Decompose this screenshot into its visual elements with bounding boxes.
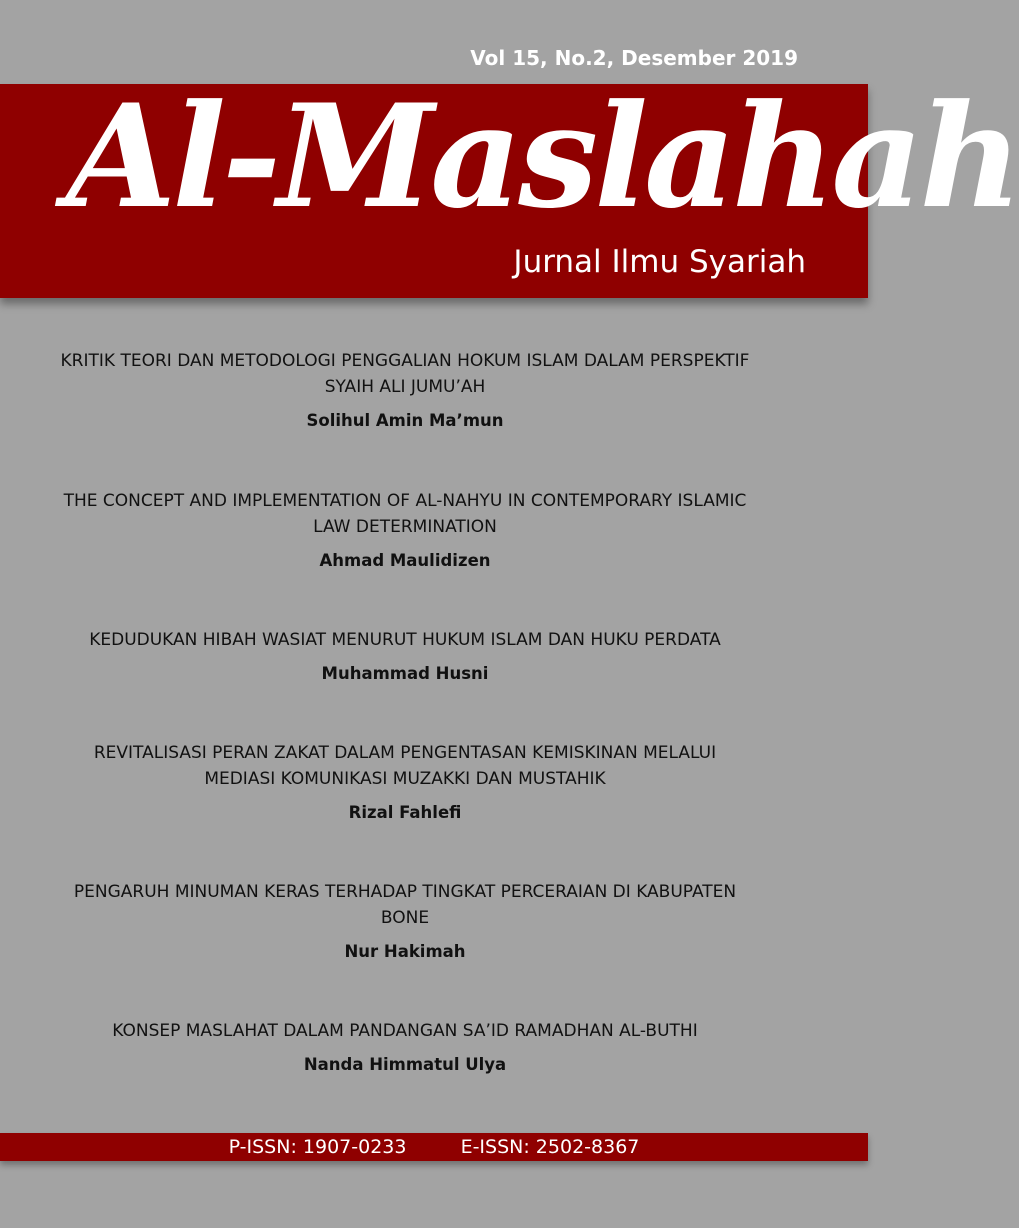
journal-logo-title: Al-Maslahah xyxy=(66,74,1019,240)
article-entry xyxy=(0,348,810,430)
article-entry xyxy=(0,879,810,961)
article-author: Rizal Fahlefi xyxy=(348,803,462,822)
volume-issue-label: Vol 15, No.2, Desember 2019 xyxy=(470,46,798,70)
article-author: Ahmad Maulidizen xyxy=(319,551,491,570)
article-author: Solihul Amin Ma’mun xyxy=(306,411,504,430)
article-title: KEDUDUKAN HIBAH WASIAT MENURUT HUKUM ISLAM DAN HUKU PERDATA xyxy=(89,630,721,650)
masthead-banner xyxy=(0,74,1019,298)
article-title: REVITALISASI PERAN ZAKAT DALAM PENGENTASAN KEMISKINAN MELALUI MEDIASI KOMUNIKASI MUZAKKI DAN MUSTAHIK xyxy=(93,743,717,789)
e-issn-label: E-ISSN: 2502-8367 xyxy=(460,1136,640,1158)
p-issn-label: P-ISSN: 1907-0233 xyxy=(228,1136,407,1158)
issn-footer-bar xyxy=(0,1133,868,1161)
article-author: Nur Hakimah xyxy=(344,942,466,961)
article-entry xyxy=(0,627,810,683)
journal-subtitle: Jurnal Ilmu Syariah xyxy=(513,244,806,280)
article-entry xyxy=(0,488,810,570)
article-title: KRITIK TEORI DAN METODOLOGI PENGGALIAN HOKUM ISLAM DALAM PERSPEKTIF SYAIH ALI JUMU’AH xyxy=(60,351,750,397)
article-author: Nanda Himmatul Ulya xyxy=(303,1055,507,1074)
article-entry xyxy=(0,1018,810,1074)
article-entry xyxy=(0,740,810,822)
article-title: KONSEP MASLAHAT DALAM PANDANGAN SA’ID RAMADHAN AL-BUTHI xyxy=(112,1021,698,1041)
article-author: Muhammad Husni xyxy=(321,664,489,683)
article-title: THE CONCEPT AND IMPLEMENTATION OF AL-NAHYU IN CONTEMPORARY ISLAMIC LAW DETERMINATION xyxy=(63,491,747,537)
article-title: PENGARUH MINUMAN KERAS TERHADAP TINGKAT PERCERAIAN DI KABUPATEN BONE xyxy=(73,882,737,928)
